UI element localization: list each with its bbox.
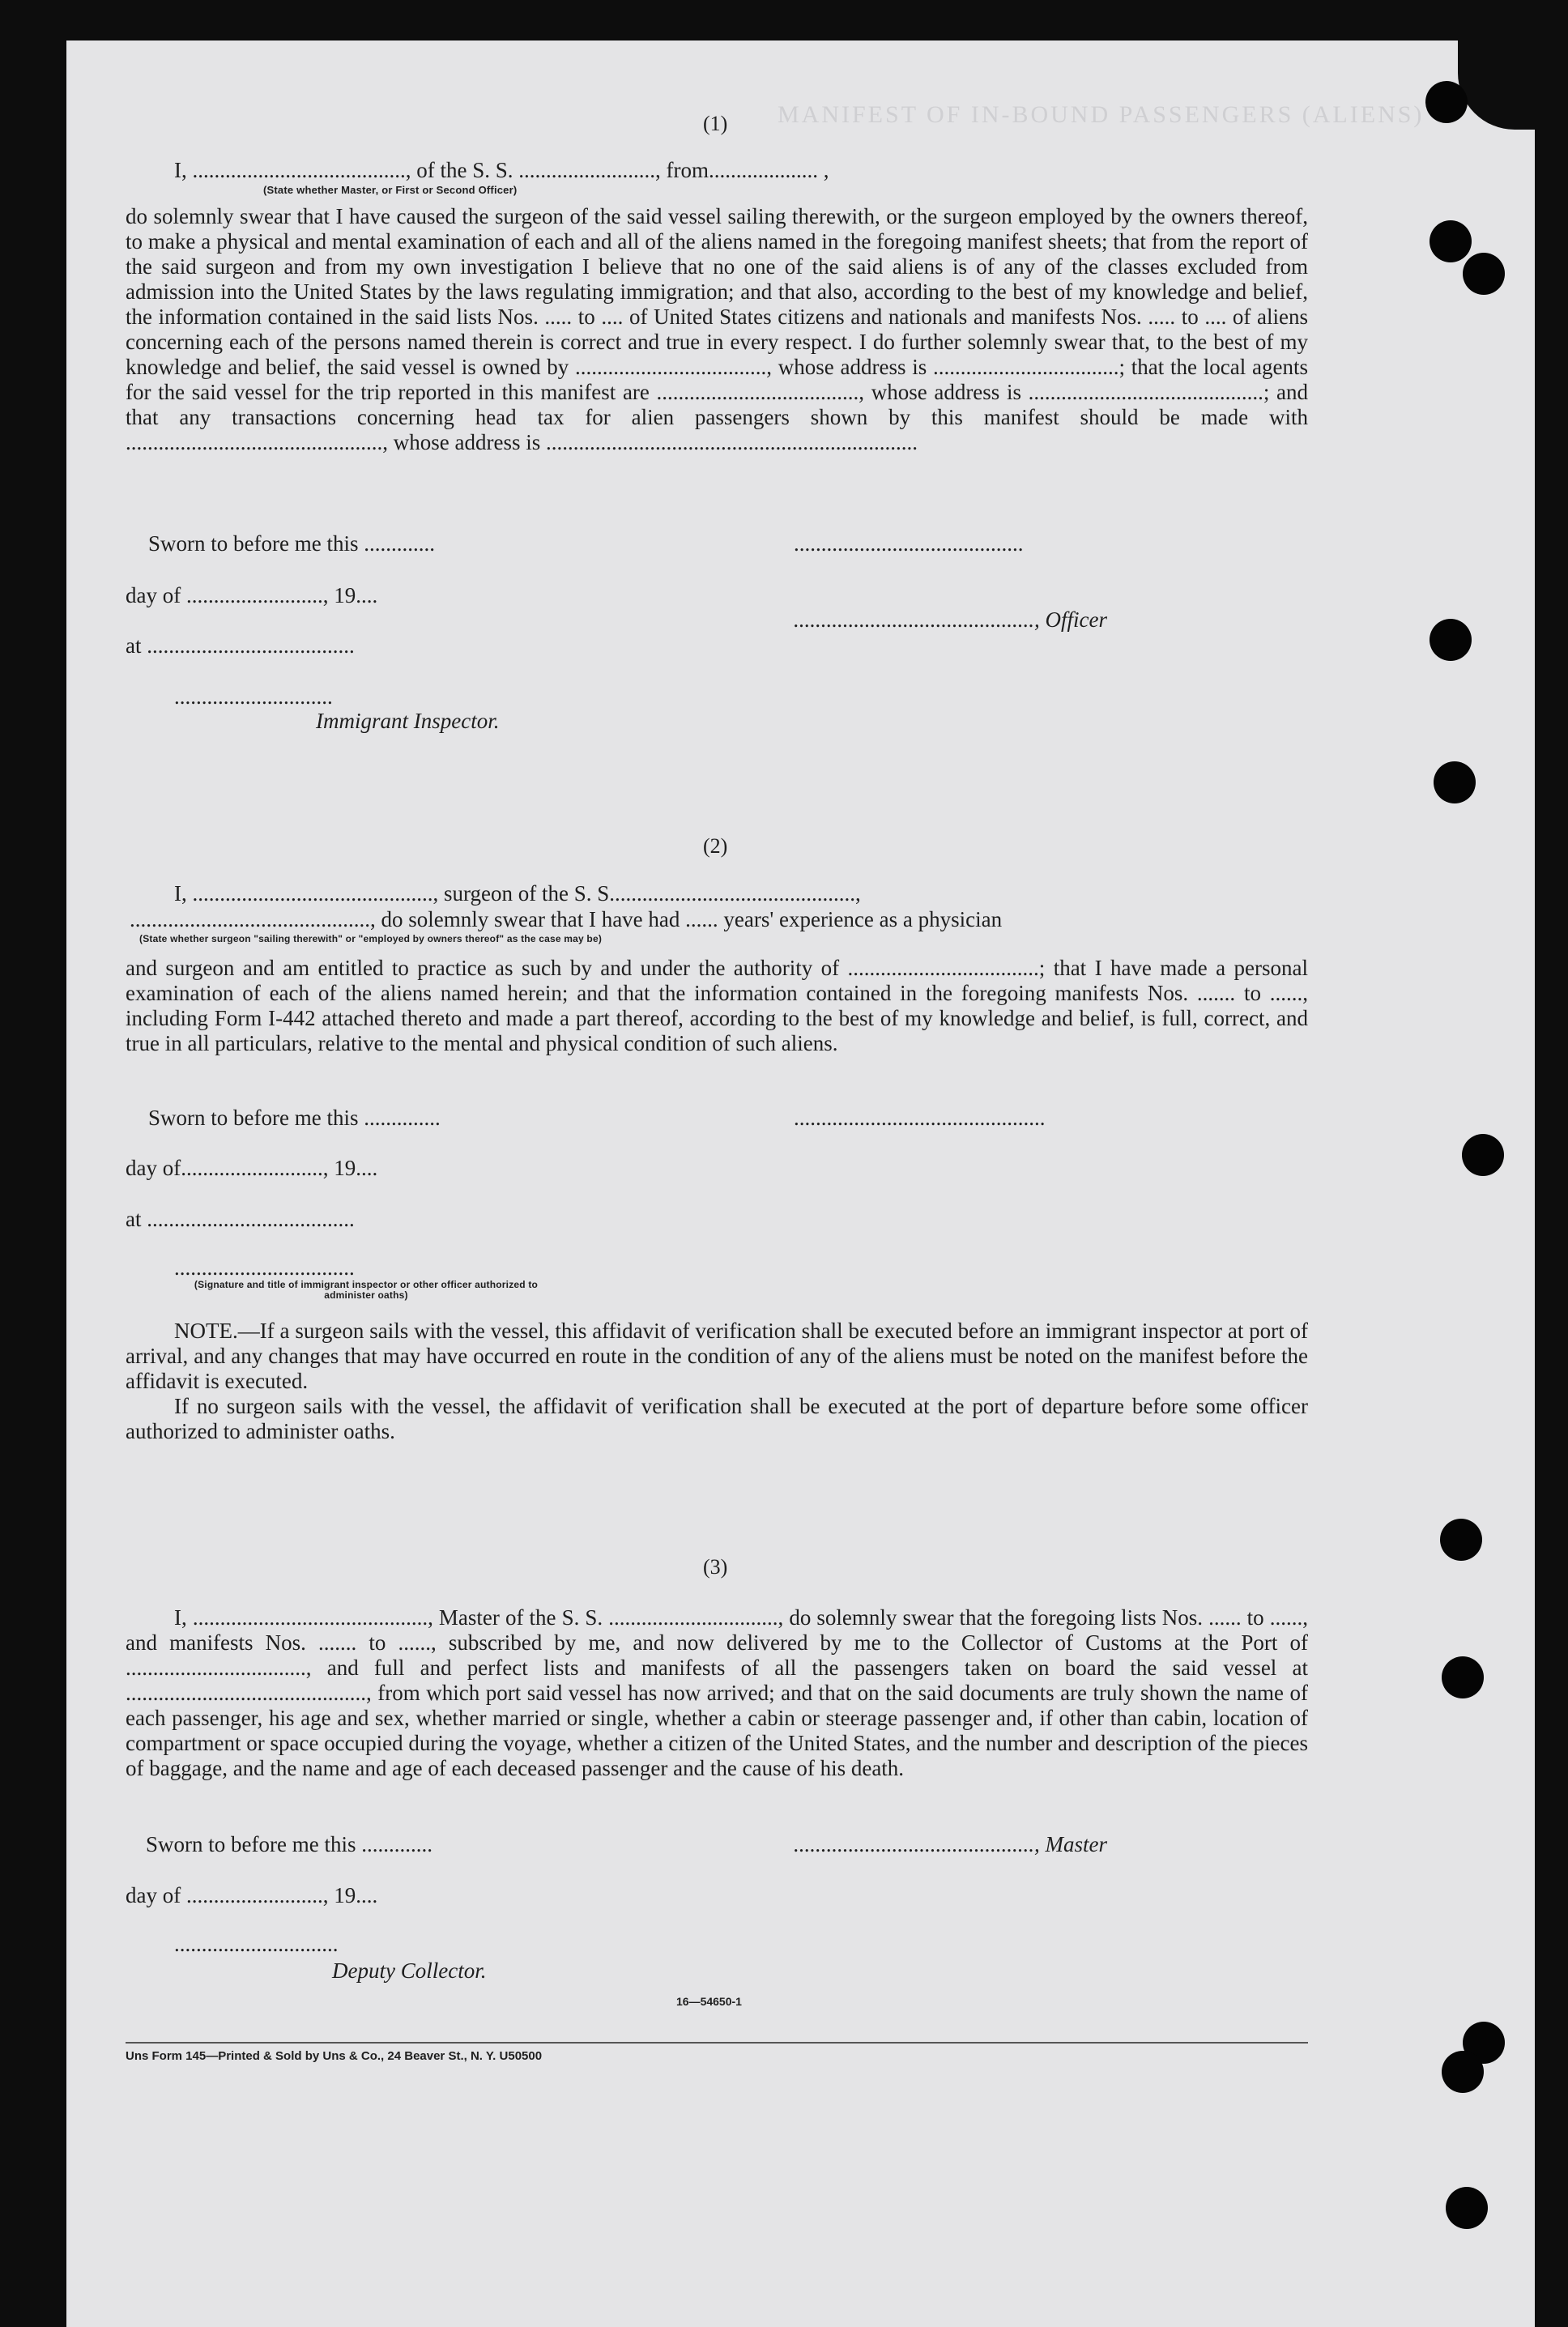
section-1-text: do solemnly swear that I have caused the surgeon of the said vessel sailing therewith, or the surgeon employed by the owners thereof, to make a physical and mental examination of each and all of the aliens named in the foregoing manifest sheets; that from the report of the said surgeon and from my own investigation I believe that no one of the said aliens is of any of the classes excluded from admission into the United States by the laws regulating immigration; and that also, according to the best of my knowledge and belief, the information contained in the said lists Nos. ..... to .... of United States citizens and nationals and manifests Nos. ..... to .... of aliens concerning each of the persons named therein is correct and true in every respect. I do further solemnly swear that, to the best of my knowledge and belief, the said vessel is owned by ..................................., whose address is ..................................; that the local agents for the said vessel for the trip reported in this manifest are ....................................., whose address is ...........................................; and that any transactions concerning head tax for alien passengers shown by this manifest should be made with ..............................................., whose address is .................................................................... bbox=[126, 204, 1308, 454]
section-1-day-of: day of ........................., 19.... bbox=[126, 583, 378, 607]
section-2-sworn: Sworn to before me this .............. bbox=[148, 1106, 441, 1130]
section-2-line1: I, ............................................, surgeon of the S. S............................................., bbox=[174, 881, 861, 906]
section-2-paragraph bbox=[126, 956, 1308, 1056]
binder-hole-icon bbox=[1446, 2187, 1488, 2229]
section-1-officer-dots: .......................................... bbox=[794, 531, 1024, 556]
footer-printer: Uns Form 145—Printed & Sold by Uns & Co., 24 Beaver St., N. Y. U50500 bbox=[126, 2049, 543, 2063]
section-2-note: NOTE.—If a surgeon sails with the vessel, this affidavit of verification shall be executed before an immigrant inspector at port of arrival, and any changes that may have occurred en route in the condition of any of the aliens must be noted on the manifest before the affidavit is executed. bbox=[126, 1319, 1308, 1393]
section-2-right-dots: .............................................. bbox=[794, 1106, 1046, 1130]
section-3-collector-label: Deputy Collector. bbox=[332, 1958, 487, 1983]
section-3-paragraph bbox=[126, 1605, 1308, 1781]
section-2-signature-caption bbox=[188, 1280, 544, 1301]
section-2-text: and surgeon and am entitled to practice as such by and under the authority of ...................................; that I have made a personal examination of each of the aliens named herein; and that the information contained in the foregoing manifests Nos. ....... to ......, including Form I-442 attached thereto and made a part thereof, according to the best of my knowledge and belief, is full, correct, and true in all particulars, relative to the mental and physical condition of such aliens. bbox=[126, 956, 1308, 1055]
section-2-number: (2) bbox=[703, 834, 728, 858]
binder-hole-icon bbox=[1430, 220, 1472, 262]
binder-hole-icon bbox=[1463, 253, 1505, 295]
binder-hole-icon bbox=[1442, 1656, 1484, 1698]
section-2-note-block bbox=[126, 1319, 1308, 1444]
section-3-sworn: Sworn to before me this ............. bbox=[146, 1832, 432, 1856]
section-3-text: I, ..........................................., Master of the S. S. ..............................., do solemnly swear that the foregoing lists Nos. ...... to ......, and manifests Nos. ....... to ......, subscribed by me, and now delivered by me to the Collector of Customs at the Port of ................................., and full and perfect lists and manifests of all the passengers taken on board the said vessel at ............................................, from which port said vessel has now arrived; and that on the said documents are truly shown the name of each passenger, his age and sex, whether married or single, whether a cabin or steerage passenger and, if other than cabin, location of compartment or space occupied during the voyage, whether a citizen of the United States, and the number and description of the pieces of baggage, and the name and age of each deceased passenger and the cause of his death. bbox=[126, 1605, 1308, 1780]
section-1-inspector-dots: ............................. bbox=[174, 684, 333, 709]
binder-hole-icon bbox=[1430, 619, 1472, 661]
section-1-paragraph bbox=[126, 204, 1308, 455]
section-3-number: (3) bbox=[703, 1555, 728, 1579]
section-1-number: (1) bbox=[703, 112, 728, 135]
header-ghost-text: MANIFEST OF IN-BOUND PASSENGERS (ALIENS) bbox=[778, 101, 1425, 128]
section-2-note2: If no surgeon sails with the vessel, the affidavit of verification shall be executed at the port of departure before some officer authorized to administer oaths. bbox=[126, 1394, 1308, 1443]
section-1-sworn: Sworn to before me this ............. bbox=[148, 531, 435, 556]
binder-hole-icon bbox=[1442, 2051, 1484, 2093]
section-3-collector-dots: .............................. bbox=[174, 1932, 339, 1956]
binder-hole-icon bbox=[1434, 761, 1476, 803]
section-1-officer-line: ............................................, Officer bbox=[794, 607, 1107, 632]
section-3-day-of: day of ........................., 19.... bbox=[126, 1883, 378, 1907]
section-2-day-of: day of.........................., 19.... bbox=[126, 1156, 378, 1180]
footer-divider bbox=[126, 2042, 1308, 2044]
section-2-at: at ...................................... bbox=[126, 1207, 355, 1231]
section-2-signature-caption-text: (Signature and title of immigrant inspector or other officer authorized to administer oaths) bbox=[194, 1279, 539, 1301]
section-1-caption: (State whether Master, or First or Second Officer) bbox=[263, 184, 518, 196]
section-1-line1: I, ......................................., of the S. S. ........................., from.................... , bbox=[174, 158, 829, 182]
form-code: 16—54650-1 bbox=[676, 1995, 742, 2008]
section-1-at: at ...................................... bbox=[126, 633, 355, 658]
section-2-caption: (State whether surgeon "sailing therewith" or "employed by owners thereof" as the case may be) bbox=[139, 933, 603, 944]
binder-hole-icon bbox=[1425, 81, 1468, 123]
section-2-line2: ............................................, do solemnly swear that I have had ...... years' experience as a physician bbox=[130, 907, 1003, 931]
section-2-signature-dots: ................................. bbox=[174, 1255, 355, 1280]
binder-hole-icon bbox=[1440, 1519, 1482, 1561]
section-3-master-line: ............................................, Master bbox=[794, 1832, 1107, 1856]
binder-hole-icon bbox=[1462, 1134, 1504, 1176]
section-1-inspector-label: Immigrant Inspector. bbox=[316, 709, 500, 733]
